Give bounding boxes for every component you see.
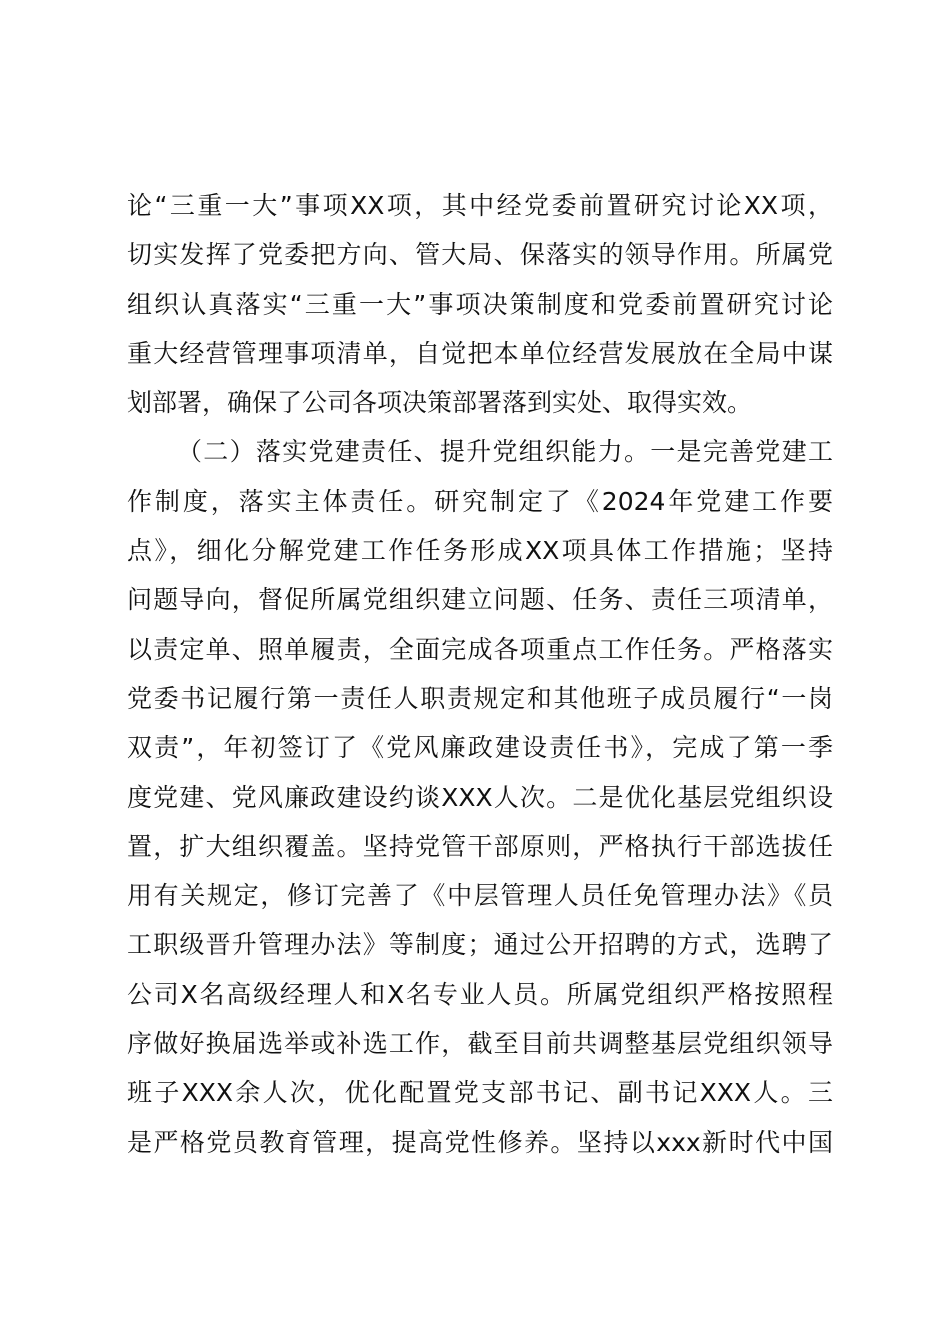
- text-line: 组织认真落实“三重一大”事项决策制度和党委前置研究讨论: [127, 289, 833, 319]
- text-line: 班子XXX余人次，优化配置党支部书记、副书记XXX人。三: [127, 1078, 833, 1108]
- text-line: 以责定单、照单履责，全面完成各项重点工作任务。严格落实: [127, 634, 833, 664]
- text-line: 作制度，落实主体责任。研究制定了《2024年党建工作要: [127, 486, 833, 516]
- text-line: 切实发挥了党委把方向、管大局、保落实的领导作用。所属党: [127, 240, 833, 270]
- text-line: 公司X名高级经理人和X名专业人员。所属党组织严格按照程: [127, 979, 833, 1009]
- text-line: 置，扩大组织覆盖。坚持党管干部原则，严格执行干部选拔任: [127, 831, 833, 861]
- section-heading-line: （二）落实党建责任、提升党组织能力。一是完善党建工: [177, 437, 833, 467]
- text-line: 双责”，年初签订了《党风廉政建设责任书》，完成了第一季: [127, 733, 833, 763]
- text-line: 划部署，确保了公司各项决策部署落到实处、取得实效。: [127, 388, 753, 418]
- text-line: 问题导向，督促所属党组织建立问题、任务、责任三项清单，: [127, 585, 833, 615]
- text-line: 用有关规定，修订完善了《中层管理人员任免管理办法》《员: [127, 881, 833, 911]
- text-line: 序做好换届选举或补选工作，截至目前共调整基层党组织领导: [127, 1029, 833, 1059]
- text-line: 是严格党员教育管理，提高党性修养。坚持以xxx新时代中国: [127, 1127, 833, 1157]
- text-line: 度党建、党风廉政建设约谈XXX人次。二是优化基层党组织设: [127, 782, 833, 812]
- text-line: 点》，细化分解党建工作任务形成XX项具体工作措施；坚持: [127, 536, 833, 566]
- text-line: 党委书记履行第一责任人职责规定和其他班子成员履行“一岗: [127, 683, 833, 713]
- text-line: 论“三重一大”事项XX项，其中经党委前置研究讨论XX项，: [127, 191, 833, 220]
- text-line: 重大经营管理事项清单，自觉把本单位经营发展放在全局中谋: [127, 338, 833, 368]
- text-line: 工职级晋升管理办法》等制度；通过公开招聘的方式，选聘了: [127, 930, 833, 960]
- body-text: [127, 181, 833, 1167]
